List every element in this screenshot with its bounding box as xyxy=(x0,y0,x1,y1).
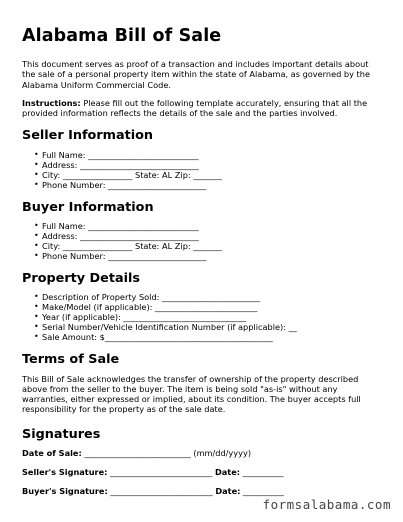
buyer-city-field: • City: _________________ State: AL Zip: _______ xyxy=(34,241,384,251)
terms-heading: Terms of Sale xyxy=(22,352,120,368)
property-heading: Property Details xyxy=(22,270,140,286)
property-description-field: • Description of Property Sold: ________________________ xyxy=(34,292,384,302)
date-of-sale-line: __________________________ (mm/dd/yyyy) xyxy=(81,447,252,458)
buyer-signature-row xyxy=(22,486,384,496)
buyer-phone-field: • Phone Number: ________________________ xyxy=(34,251,384,261)
property-year-field: • Year (if applicable): ______________________________ xyxy=(34,312,384,322)
document-page xyxy=(22,26,384,505)
buyer-heading: Buyer Information xyxy=(22,199,154,215)
date-of-sale-label: Date of Sale: xyxy=(22,447,82,458)
document-title: Alabama Bill of Sale xyxy=(22,26,222,46)
seller-fields xyxy=(22,150,384,190)
property-fields xyxy=(22,292,384,342)
property-amount-field: • Sale Amount: $_________________________________________ xyxy=(34,332,384,342)
seller-signature-line: _________________________ xyxy=(107,466,215,477)
date-of-sale-row xyxy=(22,448,384,458)
seller-address-field: • Address: _____________________________ xyxy=(34,160,384,170)
property-serial-field: • Serial Number/Vehicle Identification Number (if applicable): __ xyxy=(34,322,384,332)
seller-signature-label: Seller's Signature: xyxy=(22,466,108,477)
intro-paragraph: This document serves as proof of a transaction and includes important details about the sale of a personal property item within the state of Alabama, as governed by the Alabama Uniform Commercial Code. xyxy=(22,59,370,90)
instructions-label: Instructions: xyxy=(22,97,81,108)
seller-heading: Seller Information xyxy=(22,128,154,144)
property-make-model-field: • Make/Model (if applicable): _________________________ xyxy=(34,302,384,312)
watermark: formsalabama.com xyxy=(262,497,391,512)
seller-date-line: __________ xyxy=(240,466,284,477)
buyer-date-label: Date: xyxy=(215,485,241,496)
instructions-paragraph xyxy=(22,98,384,119)
buyer-date-line: __________ xyxy=(240,485,284,496)
seller-date-label: Date: xyxy=(214,466,241,477)
buyer-signature-label: Buyer's Signature: xyxy=(22,485,108,496)
terms-paragraph: This Bill of Sale acknowledges the transfer of ownership of the property described above from the seller to the buyer. The item is being sold "as-is" without any warranties, either expressed or implied, about its condition. The buyer accepts full responsibility for the property as of the sale date. xyxy=(22,373,361,415)
buyer-signature-line: _________________________ xyxy=(107,485,216,496)
buyer-fields xyxy=(22,221,384,261)
seller-full-name-field: • Full Name: ___________________________ xyxy=(34,150,384,160)
seller-phone-field: • Phone Number: ________________________ xyxy=(34,180,384,190)
seller-signature-row xyxy=(22,467,384,477)
signatures-heading: Signatures xyxy=(22,426,101,442)
instructions-text: Please fill out the following template accurately, ensuring that all the provided information reflects the details of the sale and the parties involved. xyxy=(22,97,368,118)
seller-city-field: • City: _________________ State: AL Zip: _______ xyxy=(34,170,384,180)
buyer-address-field: • Address: _____________________________ xyxy=(34,231,384,241)
buyer-full-name-field: • Full Name: ___________________________ xyxy=(34,221,384,231)
